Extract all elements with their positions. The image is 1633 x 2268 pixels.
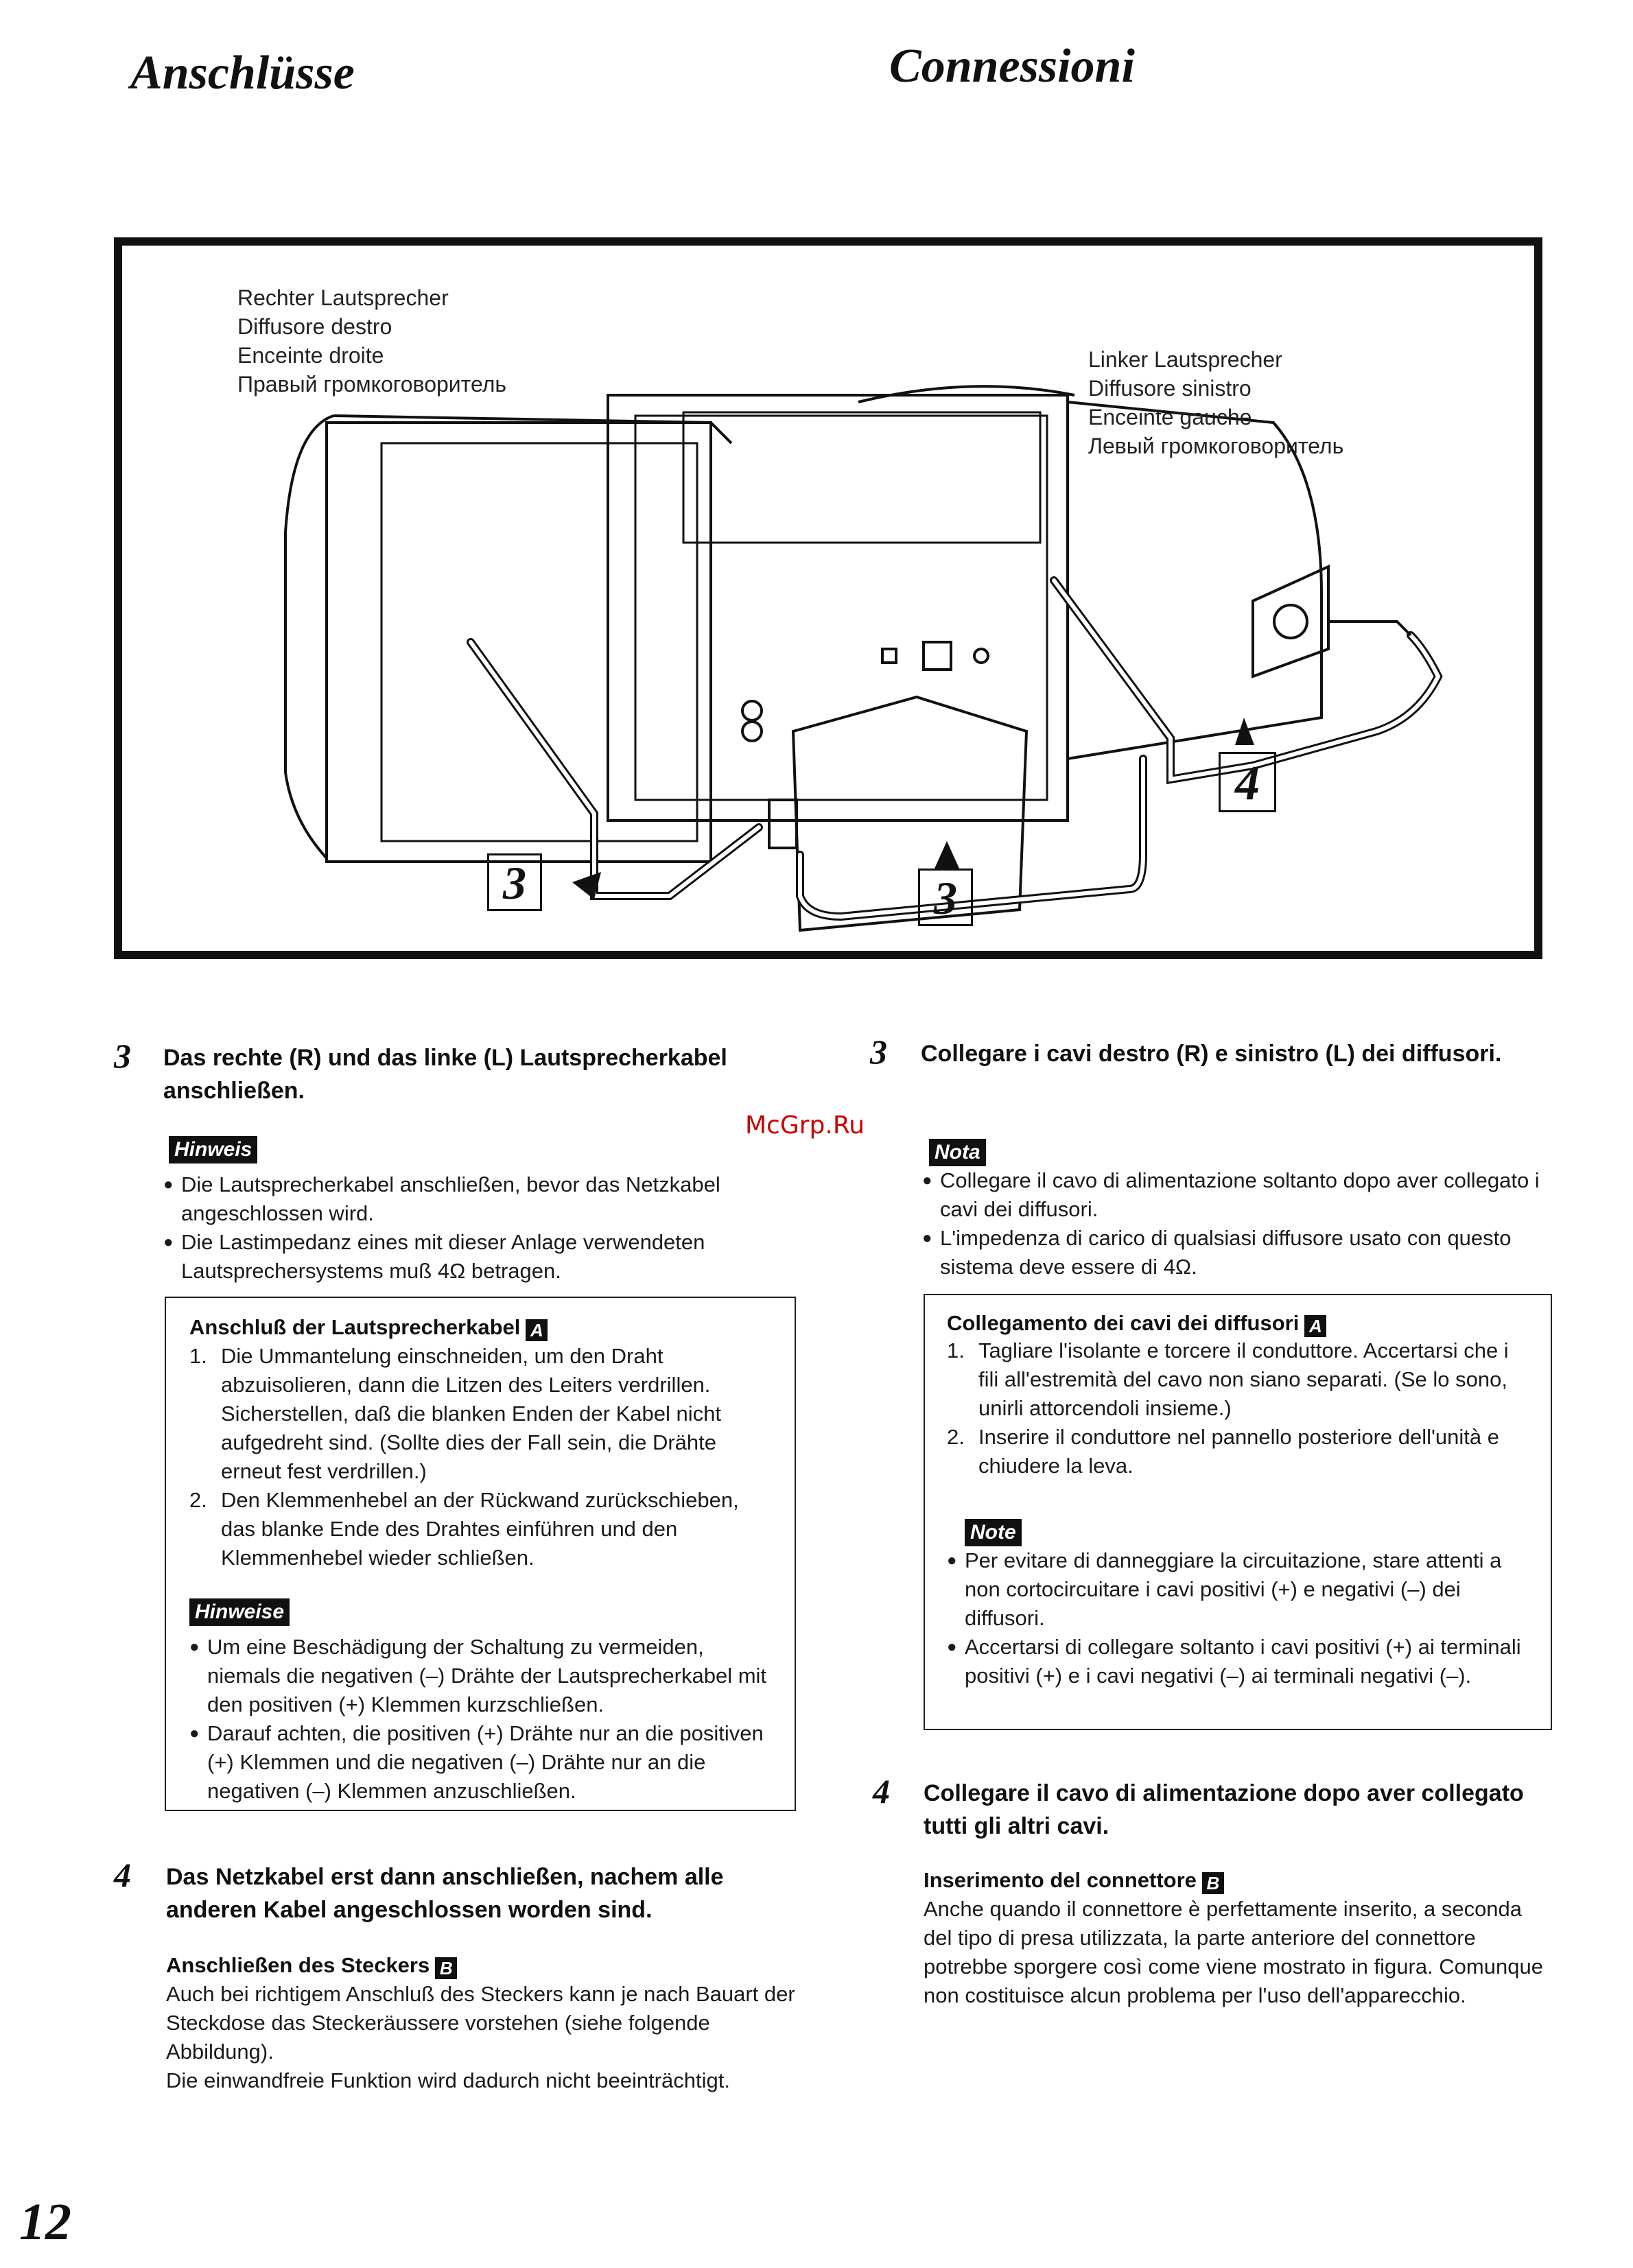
list-item: ● Collegare il cavo di alimentazione soltanto dopo aver collegato i cavi dei diffusori. <box>922 1166 1553 1224</box>
italian-nota-list <box>922 1166 1553 1281</box>
right-speaker-label: Rechter Lautsprecher Diffusore destro Enceinte droite Правый громкоговоритель <box>237 285 507 397</box>
italian-box-title: Collegamento dei cavi dei diffusori A <box>947 1309 1326 1338</box>
list-item: ● Die Lautsprecherkabel anschließen, bevor das Netzkabel angeschlossen wird. <box>163 1170 795 1228</box>
german-hinweis-badge: Hinweis <box>169 1136 257 1163</box>
wall-socket <box>1253 567 1411 676</box>
left-speaker-label: Linker Lautsprecher Diffusore sinistro Enceinte gauche Левый громкоговоритель <box>1088 347 1344 458</box>
letter-b-icon: B <box>1202 1872 1224 1894</box>
cable-cover <box>793 697 1026 930</box>
main-unit-body <box>608 395 1068 820</box>
german-box-steps <box>189 1342 773 1572</box>
german-hinweise-list <box>189 1633 779 1806</box>
german-step-3-number: 3 <box>114 1037 131 1075</box>
cd-slot <box>683 412 1040 543</box>
italian-note-badge: Note <box>965 1519 1022 1546</box>
italian-box-steps <box>947 1336 1530 1480</box>
page-title-german: Anschlüsse <box>130 47 355 99</box>
german-plug-title: Anschließen des Steckers B <box>166 1951 457 1980</box>
list-item: 1. Tagliare l'isolante e torcere il conduttore. Accertarsi che i fili all'estremità del cavo non siano separati. (Se lo sono, unirli attorcendoli insieme.) <box>947 1338 1509 1420</box>
italian-step-4-heading: Collegare il cavo di alimentazione dopo aver collegato tutti gli altri cavi. <box>924 1780 1524 1839</box>
list-item: ● Um eine Beschädigung der Schaltung zu vermeiden, niemals die negativen (–) Drähte der Lautsprecherkabel mit den positiven (+) Klemmen kurzschließen. <box>189 1633 779 1719</box>
page-title-italian: Connessioni <box>889 40 1135 93</box>
italian-plug-text: Anche quando il connettore è perfettamente inserito, a seconda del tipo di presa utilizzata, la parte anteriore del connettore potrebbe sporgere così come viene mostrato in figura. Comunque non costituisce alcun problema per l'uso dell'apparecchio. <box>924 1897 1543 2007</box>
italian-step-3-heading: Collegare i cavi destro (R) e sinistro (L) dei diffusori. <box>921 1041 1502 1067</box>
list-item: ● Per evitare di danneggiare la circuitazione, stare attenti a non cortocircuitare i cavi positivi (+) e negativi (–) dei diffusori. <box>947 1546 1537 1633</box>
letter-a-icon: A <box>1304 1315 1326 1337</box>
list-item: ● L'impedenza di carico di qualsiasi diffusore usato con questo sistema deve essere di 4Ω. <box>922 1224 1553 1281</box>
german-step-3-heading: Das rechte (R) und das linke (L) Lautsprecherkabel anschließen. <box>163 1045 727 1104</box>
italian-step-3-number: 3 <box>870 1032 887 1071</box>
list-item: ● Die Lastimpedanz eines mit dieser Anlage verwendeten Lautsprechersystems muß 4Ω betragen. <box>163 1228 795 1286</box>
italian-plug-title: Inserimento del connettore B <box>924 1866 1224 1895</box>
letter-a-icon: A <box>526 1319 548 1341</box>
german-plug-text-2: Die einwandfreie Funktion wird dadurch nicht beeinträchtigt. <box>166 2068 730 2092</box>
italian-nota-badge: Nota <box>929 1139 986 1166</box>
speaker-terminals <box>769 800 797 848</box>
german-step-4-heading: Das Netzkabel erst dann anschließen, nachem alle anderen Kabel angeschlossen worden sind. <box>166 1864 724 1923</box>
page-number: 12 <box>19 2193 71 2251</box>
callout-3-center: 3 <box>918 869 973 926</box>
list-item: 2. Inserire il conduttore nel pannello posteriore dell'unità e chiudere la leva. <box>947 1425 1500 1478</box>
german-plug-text: Auch bei richtigem Anschluß des Steckers kann je nach Bauart der Steckdose das Steckeräussere vorstehen (siehe folgende Abbildung). <box>166 1982 795 2064</box>
list-item: ● Accertarsi di collegare soltanto i cavi positivi (+) ai terminali positivi (+) e i cavi negativi (–) ai terminali negativi (–). <box>947 1633 1537 1690</box>
german-hinweis-list <box>163 1170 795 1286</box>
speaker-right-body <box>327 423 711 862</box>
german-step-4-number: 4 <box>114 1856 131 1894</box>
list-item: ● Darauf achten, die positiven (+) Drähte nur an die positiven (+) Klemmen und die negativen (–) Drähte nur an die negativen (–) Klemmen anzuschließen. <box>189 1719 779 1806</box>
german-box-title: Anschluß der Lautsprecherkabel A <box>189 1313 548 1342</box>
callout-4: 4 <box>1219 752 1276 812</box>
italian-note-list <box>947 1546 1537 1690</box>
watermark: McGrp.Ru <box>745 1111 865 1139</box>
italian-step-4-number: 4 <box>873 1772 890 1810</box>
speaker-cable-left <box>1054 580 1438 779</box>
german-hinweise-badge: Hinweise <box>189 1598 290 1626</box>
letter-b-icon: B <box>435 1957 457 1979</box>
list-item: 2. Den Klemmenhebel an der Rückwand zurückschieben, das blanke Ende des Drahtes einführen und den Klemmenhebel wieder schließen. <box>189 1488 739 1570</box>
callout-3-left: 3 <box>487 853 542 911</box>
list-item: 1. Die Ummantelung einschneiden, um den Draht abzuisolieren, dann die Litzen des Leiters verdrillen. Sicherstellen, daß die blanken Enden der Kabel nicht aufgedreht sind. (Sollte dies der Fall sein, die Drähte erneut fest verdrillen.) <box>189 1344 721 1483</box>
